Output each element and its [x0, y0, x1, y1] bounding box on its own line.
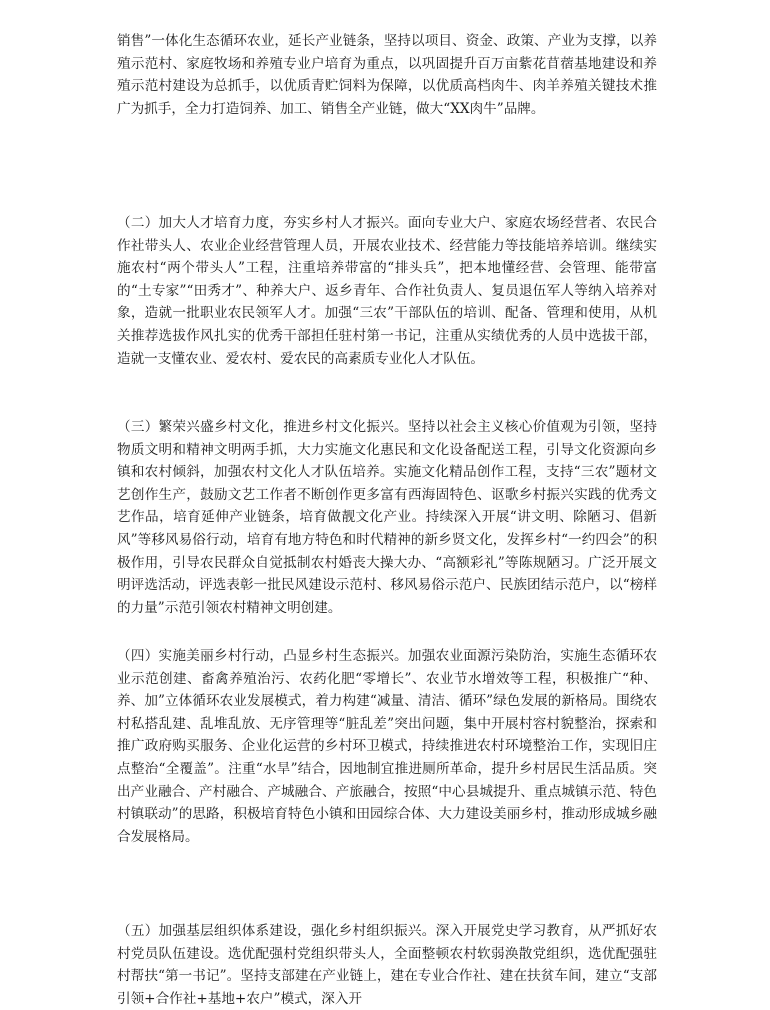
- paragraph-industry-chain: 销售”一体化生态循环农业，延长产业链条，坚持以项目、资金、政策、产业为支撑，以养殖示范村、家庭牧场和养殖专业户培育为重点，以巩固提升百万亩紫花苜蓿基地建设和养殖示范村建设为总抓手，以优质青贮饲料为保障，以优质高档肉牛、肉羊养殖关键技术推广为抓手，全力打造饲养、加工、销售全产业链，做大“XX肉牛”品牌。: [117, 33, 657, 117]
- paragraph-organization-revitalization: （五）加强基层组织体系建设，强化乡村组织振兴。深入开展党史学习教育，从严抓好农村党员队伍建设。选优配强村党组织带头人，全面整顿农村软弱涣散党组织，选优配强驻村帮扶“第一书记”。坚持支部建在产业链上，建在专业合作社、建在扶贫车间，建立“支部引领+合作社+基地+农户”模式，深入开: [117, 923, 657, 1007]
- paragraph-culture-revitalization: （三）繁荣兴盛乡村文化，推进乡村文化振兴。坚持以社会主义核心价值观为引领，坚持物质文明和精神文明两手抓，大力实施文化惠民和文化设备配送工程，引导文化资源向乡镇和农村倾斜，加强农村文化人才队伍培养。实施文化精品创作工程，支持“三农”题材文艺创作生产，鼓励文艺工作者不断创作更多富有西海固特色、讴歌乡村振兴实践的优秀文艺作品，培育延伸产业链条，培育做靓文化产业。持续深入开展“讲文明、除陋习、倡新风”等移风易俗行动，培育有地方特色和时代精神的新乡贤文化，发挥乡村“一约四会”的积极作用，引导农民群众自觉抵制农村婚丧大操大办、“高额彩礼”等陈规陋习。广泛开展文明评选活动，评选表彰一批民风建设示范村、移风易俗示范户、民族团结示范户，以“榜样的力量”示范引领农村精神文明创建。: [117, 419, 657, 616]
- paragraph-talent-revitalization: （二）加大人才培育力度，夯实乡村人才振兴。面向专业大户、家庭农场经营者、农民合作社带头人、农业企业经营管理人员，开展农业技术、经营能力等技能培养培训。继续实施农村“两个带头人”工程，注重培养带富的“排头兵”，把本地懂经营、会管理、能带富的“土专家”“田秀才”、种养大户、返乡青年、合作社负责人、复员退伍军人等纳入培养对象，造就一批职业农民领军人才。加强“三农”干部队伍的培训、配备、管理和使用，从机关推荐选拔作风扎实的优秀干部担任驻村第一书记，注重从实绩优秀的人员中选拔干部，造就一支懂农业、爱农村、爱农民的高素质专业化人才队伍。: [117, 215, 657, 367]
- paragraph-ecology-revitalization: （四）实施美丽乡村行动，凸显乡村生态振兴。加强农业面源污染防治，实施生态循环农业示范创建、畜禽养殖治污、农药化肥“零增长”、农业节水增效等工程，积极推广“种、养、加”立体循环农业发展模式，着力构建“减量、清洁、循环”绿色发展的新格局。围绕农村私搭乱建、乱堆乱放、无序管理等“脏乱差”突出问题，集中开展村容村貌整治，探索和推广政府购买服务、企业化运营的乡村环卫模式，持续推进农村环境整治工作，实现旧庄点整治“全覆盖”。注重“水旱”结合，因地制宜推进厕所革命，提升乡村居民生活品质。突出产业融合、产村融合、产城融合、产旅融合，按照“中心县城提升、重点城镇示范、特色村镇联动”的思路，积极培育特色小镇和田园综合体、大力建设美丽乡村，推动形成城乡融合发展格局。: [117, 648, 657, 845]
